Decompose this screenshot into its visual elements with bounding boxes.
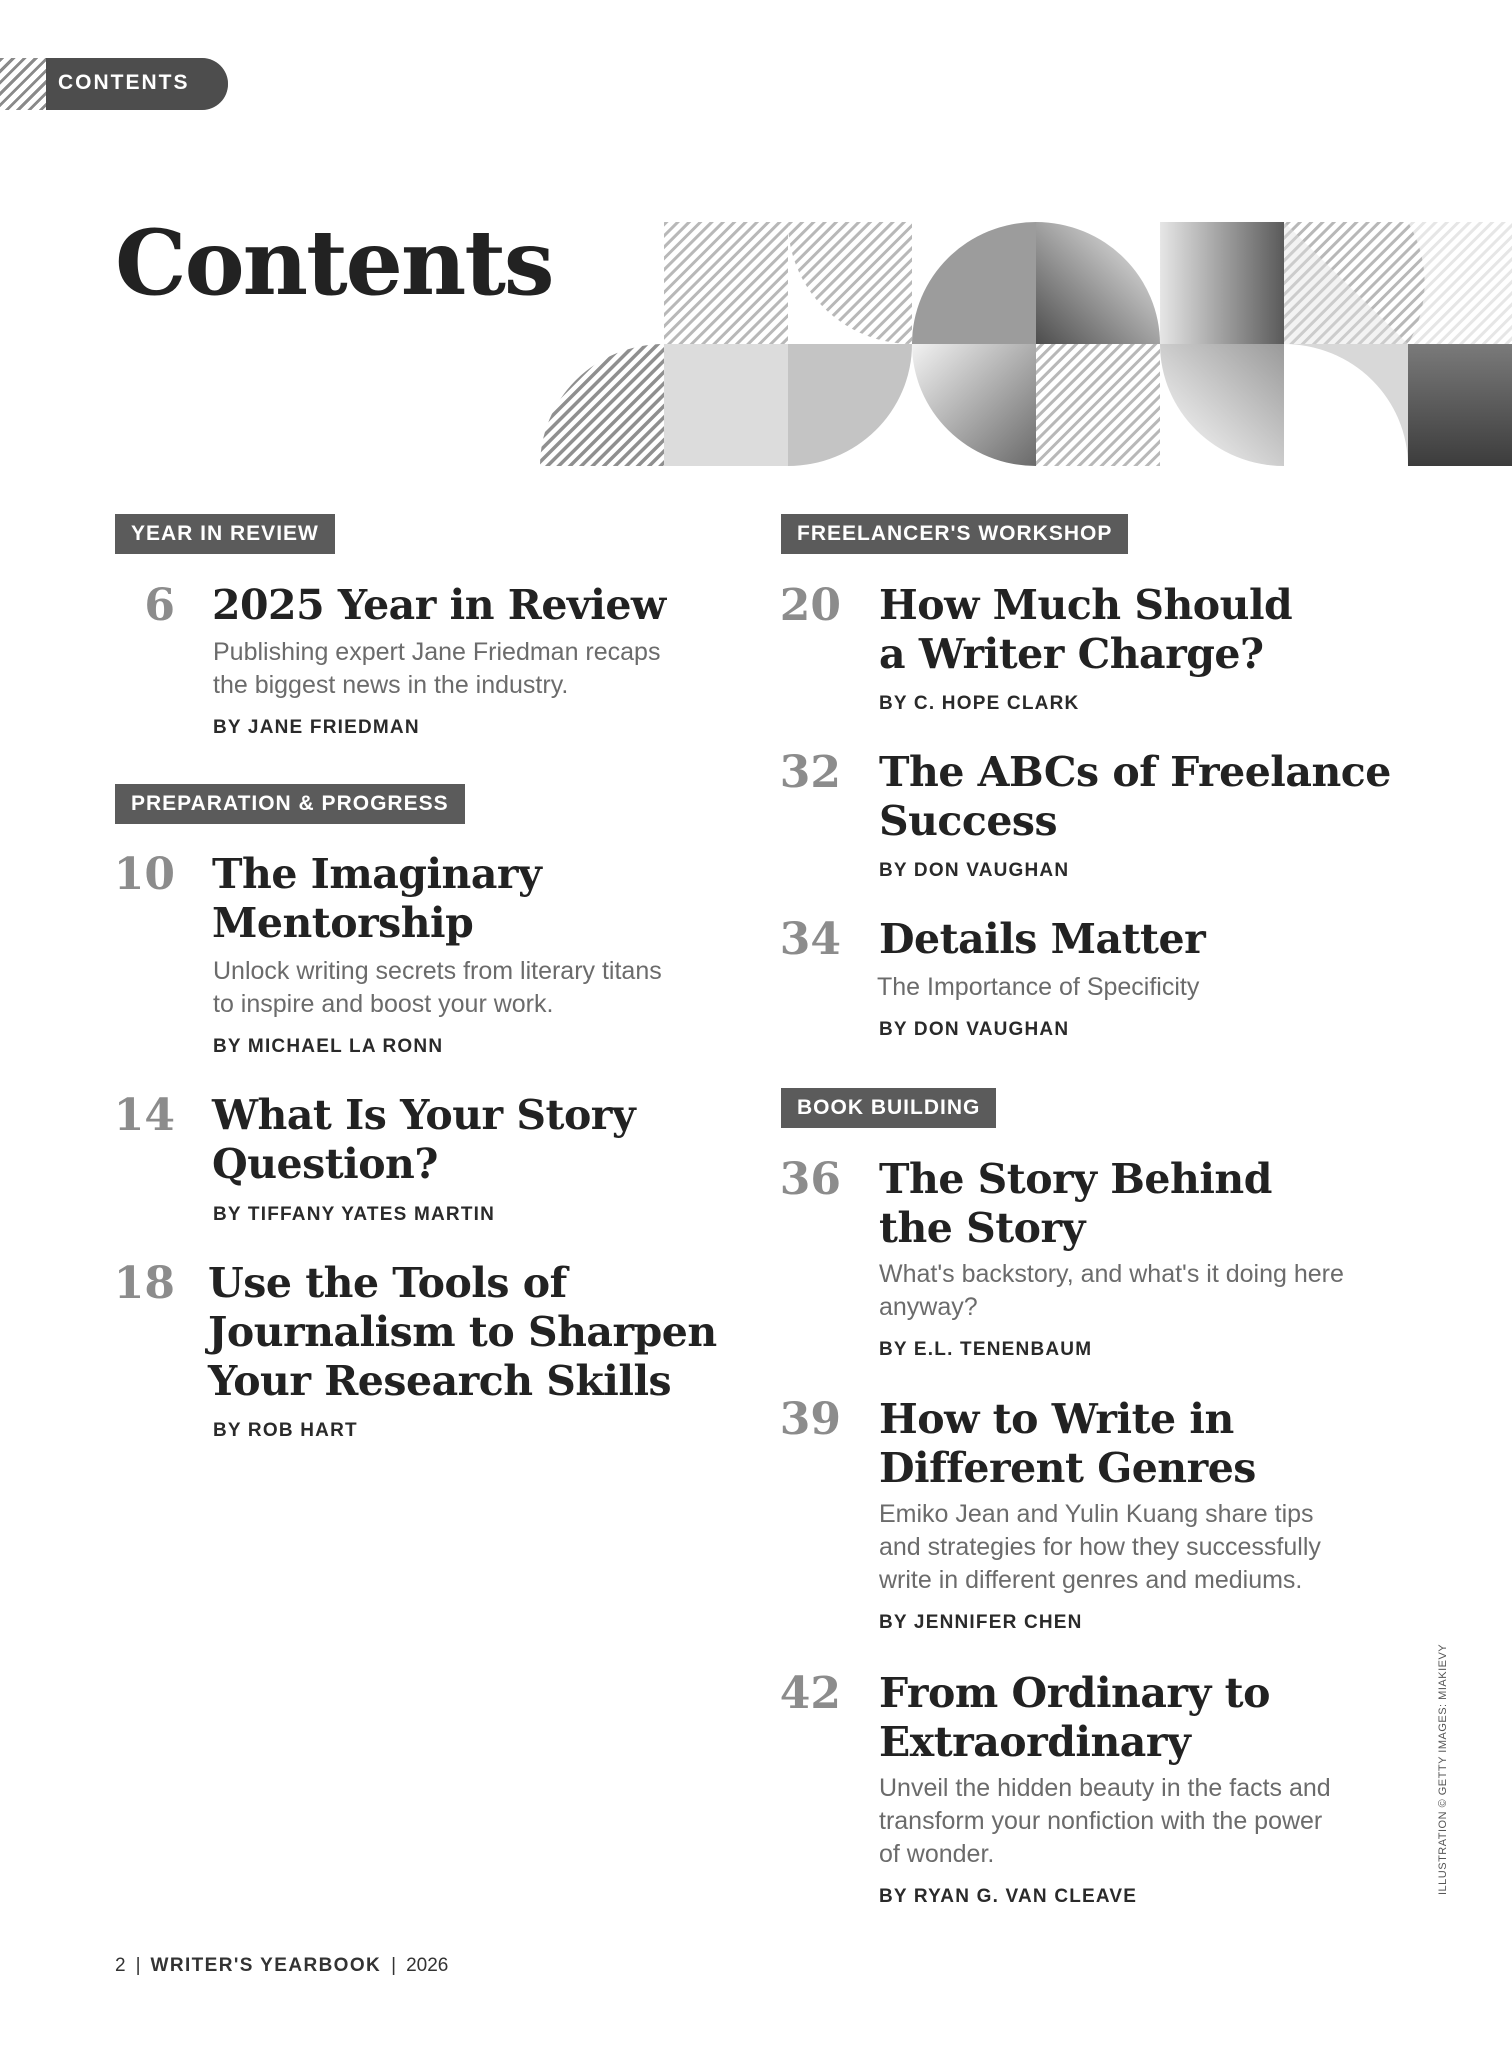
page-number: 14 bbox=[113, 1090, 175, 1141]
article-byline: BY E.L. TENENBAUM bbox=[879, 1339, 1093, 1360]
section-preparation-progress: PREPARATION & PROGRESS bbox=[115, 784, 465, 824]
article-description: Unveil the hidden beauty in the facts and transform your nonfiction with the power of wonder. bbox=[879, 1774, 1331, 1868]
article-description: Unlock writing secrets from literary titans to inspire and boost your work. bbox=[213, 957, 662, 1018]
page-number: 6 bbox=[144, 580, 175, 631]
footer-page-number: 2 bbox=[115, 1955, 126, 1976]
article-byline: BY MICHAEL LA RONN bbox=[213, 1036, 444, 1057]
article-byline: BY JENNIFER CHEN bbox=[879, 1612, 1083, 1633]
section-year-in-review: YEAR IN REVIEW bbox=[115, 514, 335, 554]
page-number: 32 bbox=[779, 747, 841, 798]
tab-stripes bbox=[0, 58, 46, 110]
article-description: Publishing expert Jane Friedman recaps the biggest news in the industry. bbox=[213, 638, 661, 699]
section-book-building: BOOK BUILDING bbox=[781, 1088, 996, 1128]
article-title: Use the Tools of Journalism to Sharpen Your Research Skills bbox=[208, 1259, 717, 1405]
article-byline: BY JANE FRIEDMAN bbox=[213, 717, 420, 738]
article-title: 2025 Year in Review bbox=[212, 581, 666, 629]
article-byline: BY TIFFANY YATES MARTIN bbox=[213, 1204, 496, 1225]
article-description: The Importance of Specificity bbox=[877, 973, 1200, 1001]
article-title: The Story Behind the Story bbox=[879, 1155, 1272, 1252]
contents-tab bbox=[0, 58, 228, 110]
section-freelancers-workshop: FREELANCER'S WORKSHOP bbox=[781, 514, 1128, 554]
article-title: The ABCs of Freelance Success bbox=[879, 748, 1391, 845]
page-footer: 2 | WRITER'S YEARBOOK | 2026 bbox=[115, 1955, 449, 1976]
footer-publication: WRITER'S YEARBOOK bbox=[150, 1955, 382, 1976]
article-title: How to Write in Different Genres bbox=[879, 1395, 1256, 1492]
article-title: Details Matter bbox=[879, 915, 1206, 963]
footer-year: 2026 bbox=[406, 1955, 449, 1976]
article-byline: BY RYAN G. VAN CLEAVE bbox=[879, 1886, 1138, 1907]
page-title: Contents bbox=[115, 210, 553, 316]
article-description: Emiko Jean and Yulin Kuang share tips and strategies for how they successfully write in different genres and mediums. bbox=[879, 1500, 1321, 1594]
page-number: 39 bbox=[779, 1394, 841, 1445]
page-number: 42 bbox=[779, 1668, 841, 1719]
article-byline: BY ROB HART bbox=[213, 1420, 358, 1441]
article-byline: BY C. HOPE CLARK bbox=[879, 693, 1080, 714]
article-description: What's backstory, and what's it doing here anyway? bbox=[879, 1260, 1344, 1321]
page-number: 20 bbox=[779, 580, 841, 631]
page-number: 36 bbox=[779, 1154, 841, 1205]
illustration-credit: ILLUSTRATION © GETTY IMAGES: MIAKIEVY bbox=[1437, 1643, 1449, 1895]
page-number: 18 bbox=[113, 1258, 175, 1309]
article-title: How Much Should a Writer Charge? bbox=[879, 581, 1293, 678]
article-title: The Imaginary Mentorship bbox=[212, 850, 542, 947]
tab-label: CONTENTS bbox=[58, 71, 190, 94]
article-byline: BY DON VAUGHAN bbox=[879, 860, 1070, 881]
geometric-illustration bbox=[540, 222, 1512, 466]
page-number: 10 bbox=[113, 849, 175, 900]
article-title: What Is Your Story Question? bbox=[212, 1091, 636, 1188]
article-title: From Ordinary to Extraordinary bbox=[879, 1669, 1270, 1766]
article-byline: BY DON VAUGHAN bbox=[879, 1019, 1070, 1040]
page-number: 34 bbox=[779, 914, 841, 965]
